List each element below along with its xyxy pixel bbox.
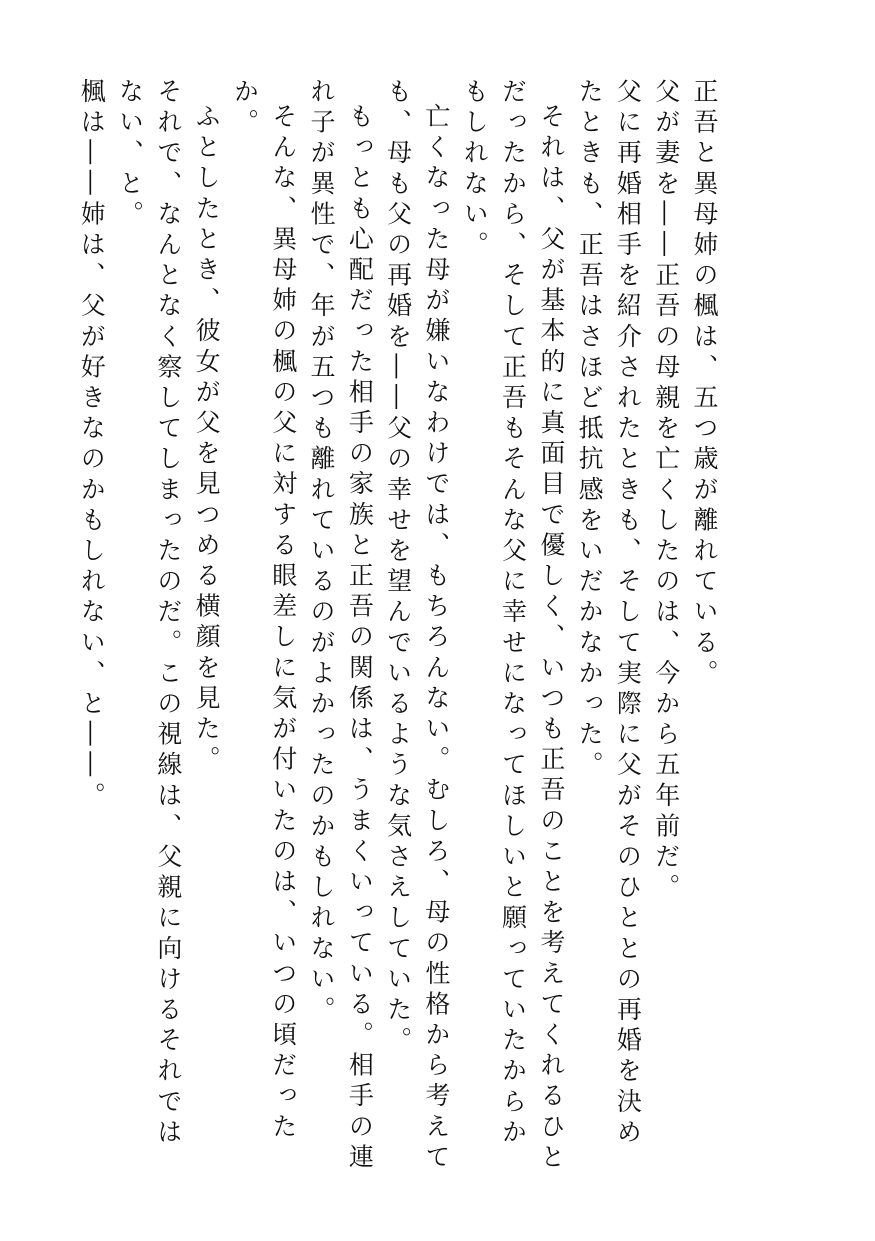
paragraph-4: それは、父が基本的に真面目で優しく、いつも正吾のことを考えてくれるひとだったから、そして正吾もそんな父に幸せになってほしいと願っていたからかもしれない。 (460, 78, 566, 1174)
paragraph-9: それで、なんとなく察してしまったのだ。この視線は、父親に向けるそれではない、と。 (115, 78, 183, 1149)
paragraph-10: 楓は――姉は、父が好きなのかもしれない、と――。 (77, 78, 107, 813)
paragraph-7: そんな、異母姉の楓の父に対する眼差しに気が付いたのは、いつの頃だったか。 (230, 78, 298, 1144)
paragraph-8: ふとしたとき、彼女が父を見つめる横顔を見た。 (192, 103, 222, 777)
vertical-text-body (72, 78, 723, 1178)
paragraph-2: 父が妻を――正吾の母親を亡くしたのは、今から五年前だ。 (651, 78, 681, 905)
paragraph-6: もっとも心配だった相手の家族と正吾の関係は、うまくいっている。相手の連れ子が異性で、年が五つも離れているのがよかったのかもしれない。 (307, 78, 375, 1174)
paragraph-1: 正吾と異母姉の楓は、五つ歳が離れている。 (690, 78, 719, 690)
paragraph-5: 亡くなった母が嫌いなわけでは、もちろんない。むしろ、母の性格から考えても、母も父の再婚を――父の幸せを望んでいるような気さえしていた。 (383, 78, 451, 1174)
paragraph-3: 父に再婚相手を紹介されたときも、そして実際に父がそのひととの再婚を決めたときも、正吾はさほど抵抗感をいだかなかった。 (575, 78, 643, 1149)
